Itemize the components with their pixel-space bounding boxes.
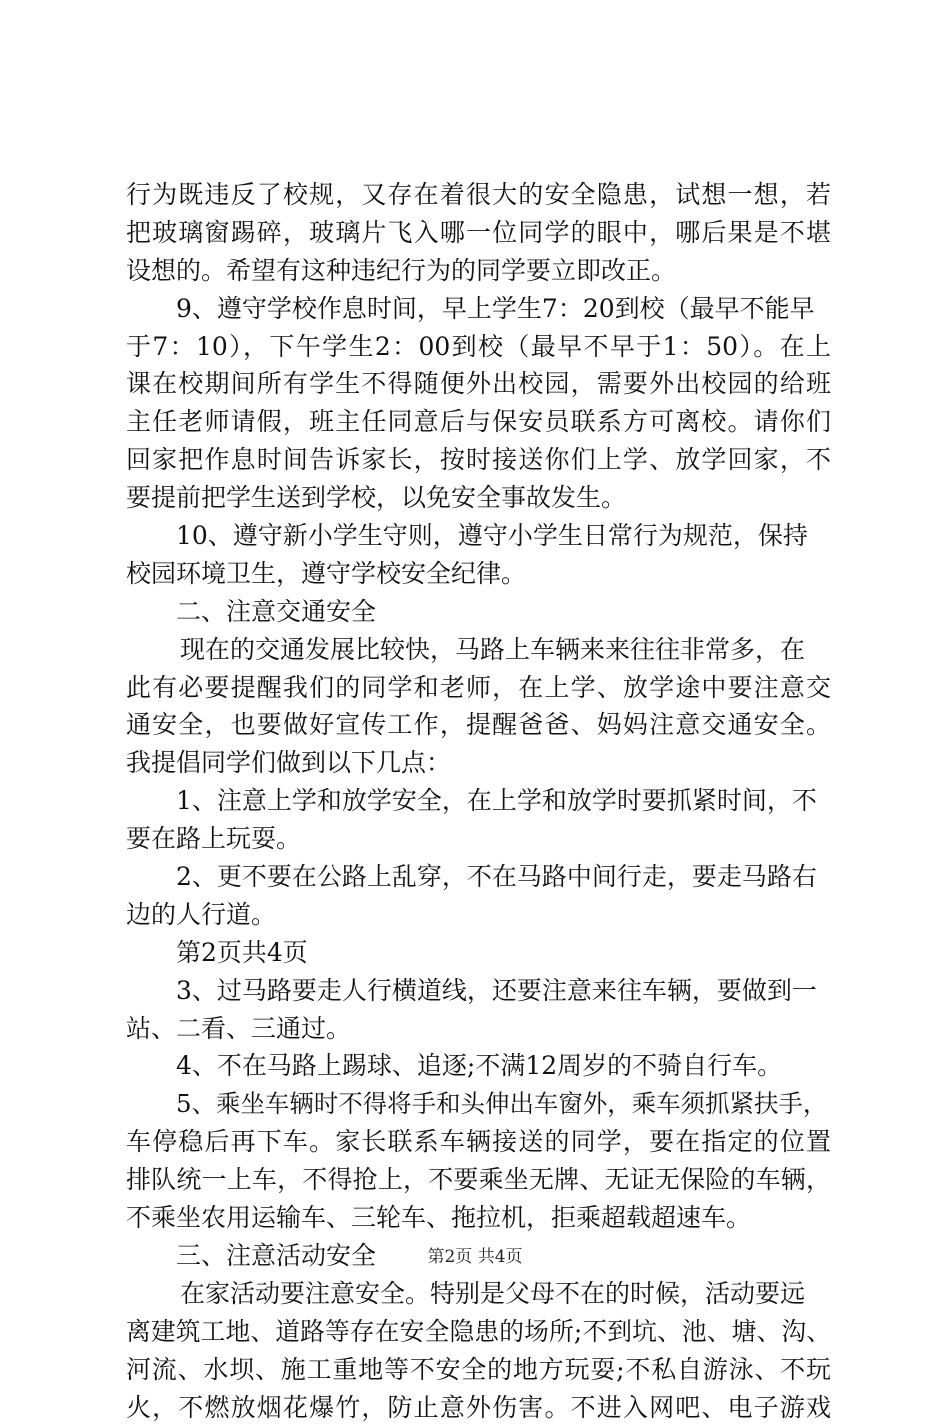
text-line: 4、不在马路上踢球、追逐;不满12周岁的不骑自行车。 (126, 1047, 831, 1085)
text-line: 通安全，也要做好宣传工作，提醒爸爸、妈妈注意交通安全。 (126, 706, 831, 744)
body-text (126, 176, 831, 1426)
section-heading: 二、注意交通安全 (126, 593, 831, 631)
text-line: 此有必要提醒我们的同学和老师，在上学、放学途中要注意交 (126, 669, 831, 707)
text-line: 于7：10），下午学生2：00到校（最早不早于1：50）。在上 (126, 328, 831, 366)
text-line: 3、过马路要走人行横道线，还要注意来往车辆，要做到一 (126, 972, 831, 1010)
text-line: 边的人行道。 (126, 896, 831, 934)
text-line: 2、更不要在公路上乱穿，不在马路中间行走，要走马路右 (126, 858, 831, 896)
text-line: 车停稳后再下车。家长联系车辆接送的同学，要在指定的位置 (126, 1123, 831, 1161)
text-line: 主任老师请假，班主任同意后与保安员联系方可离校。请你们 (126, 403, 831, 441)
text-line: 课在校期间所有学生不得随便外出校园，需要外出校园的给班 (126, 365, 831, 403)
text-line: 行为既违反了校规，又存在着很大的安全隐患，试想一想，若 (126, 176, 831, 214)
text-line: 我提倡同学们做到以下几点： (126, 744, 831, 782)
text-line: 设想的。希望有这种违纪行为的同学要立即改正。 (126, 252, 831, 290)
text-line: 1、注意上学和放学安全，在上学和放学时要抓紧时间，不 (126, 782, 831, 820)
text-line: 5、乘坐车辆时不得将手和头伸出车窗外，乘车须抓紧扶手， (126, 1085, 831, 1123)
inline-page-marker: 第2页共4页 (126, 934, 831, 972)
text-line: 站、二看、三通过。 (126, 1010, 831, 1048)
text-line: 现在的交通发展比较快，马路上车辆来来往往非常多，在 (126, 631, 831, 669)
text-line: 要在路上玩耍。 (126, 820, 831, 858)
text-line: 河流、水坝、施工重地等不安全的地方玩耍;不私自游泳、不玩 (126, 1351, 831, 1389)
text-line: 不乘坐农用运输车、三轮车、拖拉机，拒乘超载超速车。 (126, 1199, 831, 1237)
text-line: 离建筑工地、道路等存在安全隐患的场所;不到坑、池、塘、沟、 (126, 1313, 831, 1351)
text-line: 火，不燃放烟花爆竹，防止意外伤害。不进入网吧、电子游戏 (126, 1389, 831, 1426)
text-line: 校园环境卫生，遵守学校安全纪律。 (126, 555, 831, 593)
text-line: 在家活动要注意安全。特别是父母不在的时候，活动要远 (126, 1275, 831, 1313)
text-line: 把玻璃窗踢碎，玻璃片飞入哪一位同学的眼中，哪后果是不堪 (126, 214, 831, 252)
text-line: 要提前把学生送到学校，以免安全事故发生。 (126, 479, 831, 517)
text-line: 9、遵守学校作息时间，早上学生7：20到校（最早不能早 (126, 290, 831, 328)
text-line: 10、遵守新小学生守则，遵守小学生日常行为规范，保持 (126, 517, 831, 555)
section-heading: 三、注意活动安全 (126, 1237, 831, 1275)
page-footer: 第2页 共4页 (0, 1246, 950, 1268)
text-line: 回家把作息时间告诉家长，按时接送你们上学、放学回家，不 (126, 441, 831, 479)
text-line: 排队统一上车，不得抢上，不要乘坐无牌、无证无保险的车辆， (126, 1161, 831, 1199)
